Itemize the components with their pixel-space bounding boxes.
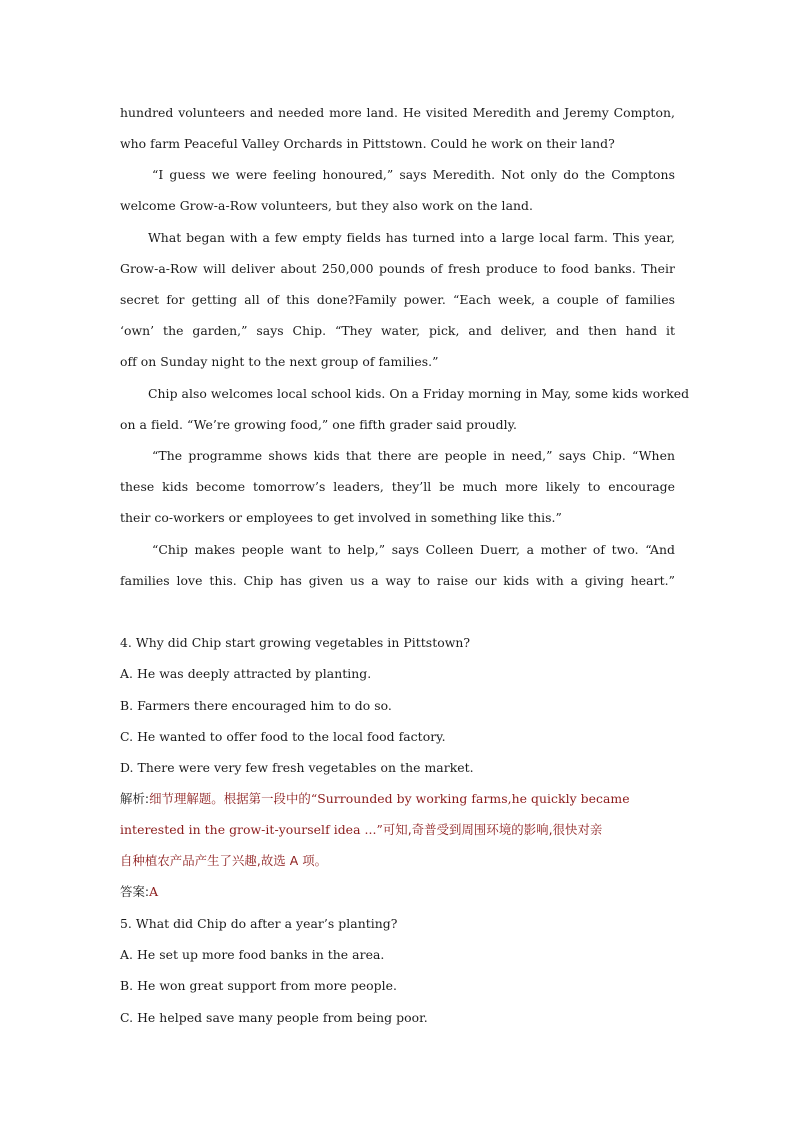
q4-analysis-line-2 bbox=[120, 822, 675, 838]
passage-line-15: “Chip makes people want to help,” says Colleen Duerr, a mother of two. “And bbox=[152, 542, 675, 557]
q4-analysis-quote-2: interested in the grow-it-yourself idea ...” bbox=[120, 822, 383, 837]
q5-option-a: A. He set up more food banks in the area. bbox=[120, 947, 385, 962]
passage-line-8: ‘own’ the garden,” says Chip. “They water, pick, and deliver, and then hand it bbox=[120, 323, 675, 338]
passage-line-4: welcome Grow-a-Row volunteers, but they also work on the land. bbox=[120, 198, 534, 213]
passage-line-1: hundred volunteers and needed more land. He visited Meredith and Jeremy Compton, bbox=[120, 105, 675, 120]
q4-analysis-label: 解析: bbox=[120, 791, 150, 806]
q4-answer-value: A bbox=[149, 884, 159, 899]
q4-option-c: C. He wanted to offer food to the local food factory. bbox=[120, 729, 446, 744]
passage-line-2: who farm Peaceful Valley Orchards in Pittstown. Could he work on their land? bbox=[120, 136, 615, 151]
passage-line-13: these kids become tomorrow’s leaders, they’ll be much more likely to encourage bbox=[120, 479, 675, 494]
q4-option-b: B. Farmers there encouraged him to do so. bbox=[120, 698, 392, 713]
q5-option-c: C. He helped save many people from being poor. bbox=[120, 1010, 428, 1025]
passage-line-7: secret for getting all of this done?Family power. “Each week, a couple of families bbox=[120, 292, 675, 307]
q4-analysis-line-1 bbox=[120, 791, 675, 807]
passage-line-3: “I guess we were feeling honoured,” says Meredith. Not only do the Comptons bbox=[152, 167, 675, 182]
passage-line-5: What began with a few empty fields has turned into a large local farm. This year, bbox=[148, 230, 675, 245]
q4-answer bbox=[120, 884, 675, 900]
q4-question: 4. Why did Chip start growing vegetables in Pittstown? bbox=[120, 635, 471, 650]
passage-line-16: families love this. Chip has given us a way to raise our kids with a giving heart.” bbox=[120, 573, 675, 588]
passage-line-12: “The programme shows kids that there are people in need,” says Chip. “When bbox=[152, 448, 675, 463]
q4-analysis-quote-1: “Surrounded by working farms,he quickly became bbox=[310, 791, 630, 806]
passage-line-10: Chip also welcomes local school kids. On a Friday morning in May, some kids worked bbox=[148, 386, 690, 401]
q4-option-d: D. There were very few fresh vegetables on the market. bbox=[120, 760, 474, 775]
passage-line-14: their co-workers or employees to get involved in something like this.” bbox=[120, 510, 562, 525]
q4-analysis-line-3: 自种植农产品产生了兴趣,故选 A 项。 bbox=[120, 853, 328, 868]
q5-question: 5. What did Chip do after a year’s planting? bbox=[120, 916, 398, 931]
q5-option-b: B. He won great support from more people. bbox=[120, 978, 398, 993]
q4-analysis-text-cn-2: 可知,奇普受到周围环境的影响,很快对亲 bbox=[382, 822, 603, 837]
passage-line-6: Grow-a-Row will deliver about 250,000 pounds of fresh produce to food banks. Their bbox=[120, 261, 675, 276]
passage-line-9: off on Sunday night to the next group of families.” bbox=[120, 354, 439, 369]
q4-option-a: A. He was deeply attracted by planting. bbox=[120, 666, 372, 681]
q4-analysis-text-cn-1: 细节理解题。根据第一段中的 bbox=[149, 791, 311, 806]
q4-answer-label: 答案: bbox=[120, 884, 150, 899]
passage-line-11: on a field. “We’re growing food,” one fifth grader said proudly. bbox=[120, 417, 517, 432]
